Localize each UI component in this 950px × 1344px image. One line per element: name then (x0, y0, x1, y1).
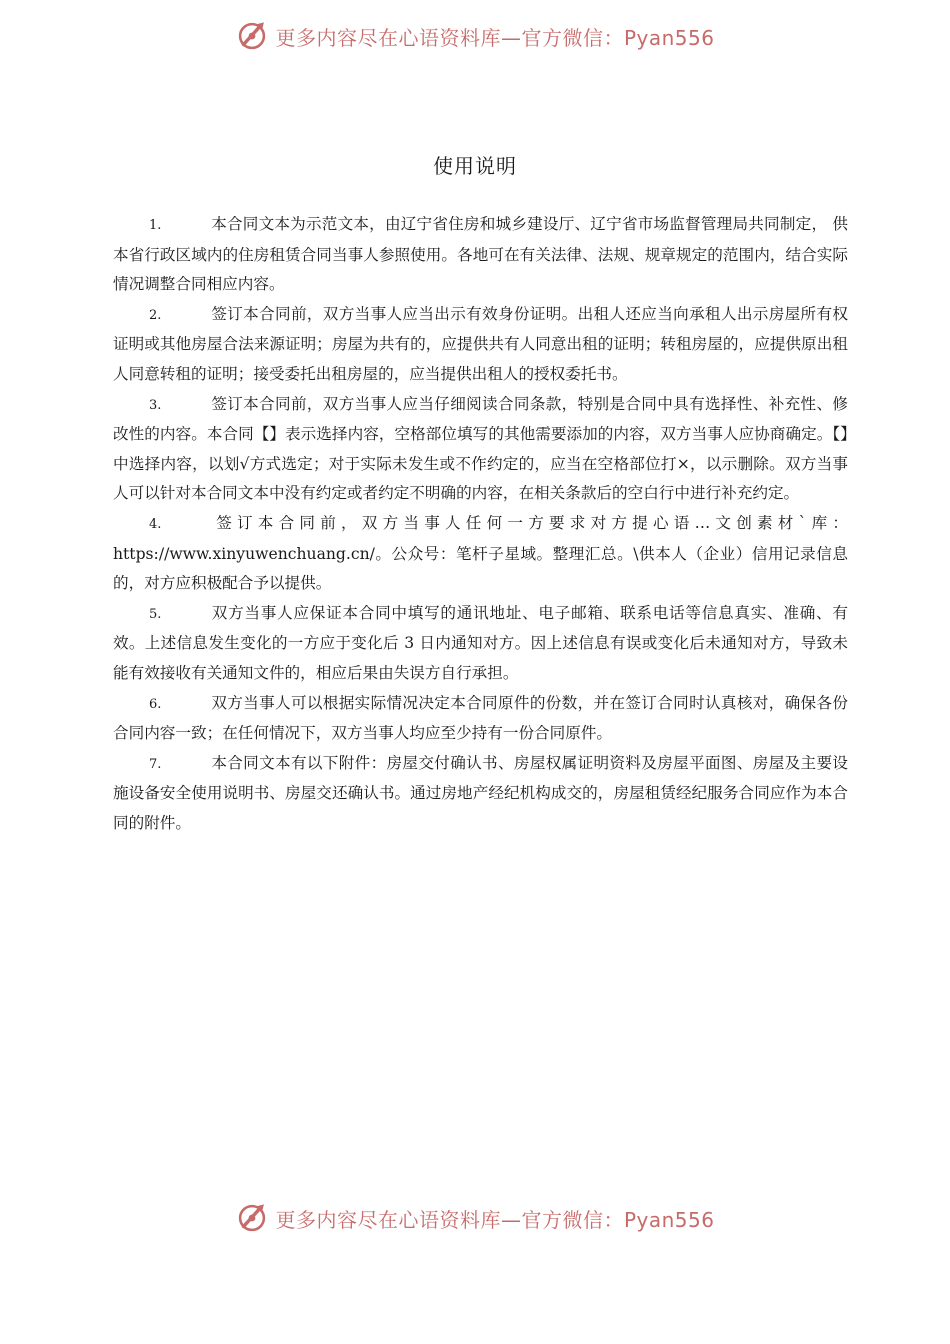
item-number: 3. (149, 397, 162, 413)
list-item (113, 210, 848, 300)
logo-icon (235, 19, 269, 53)
item-text: 本合同文本为示范文本，由辽宁省住房和城乡建设厅、辽宁省市场监督管理局共同制定， 供本省行政区域内的住房租赁合同当事人参照使用。各地可在有关法律、法规、规章规定的范围内，结合实际情况调整合同相应内容。 (113, 215, 848, 294)
item-text: 签订本合同前，双方当事人应当仔细阅读合同条款，特别是合同中具有选择性、补充性、修改性的内容。本合同【】表示选择内容，空格部位填写的其他需要添加的内容，双方当事人应协商确定。【】中选择内容，以划√方式选定；对于实际未发生或不作约定的，应当在空格部位打×，以示删除。双方当事人可以针对本合同文本中没有约定或者约定不明确的内容，在相关条款后的空白行中进行补充约定。 (113, 394, 848, 503)
item-number: 5. (149, 606, 162, 622)
item-text: 双方当事人可以根据实际情况决定本合同原件的份数，并在签订合同时认真核对，确保各份合同内容一致；在任何情况下，双方当事人均应至少持有一份合同原件。 (113, 693, 848, 743)
footer-banner (0, 1198, 950, 1238)
list-item (113, 390, 848, 509)
list-item (113, 749, 848, 839)
banner-text: 更多内容尽在心语资料库—官方微信：Pyan556 (275, 1207, 715, 1232)
document-body (113, 210, 848, 838)
item-text: 本合同文本有以下附件：房屋交付确认书、房屋权属证明资料及房屋平面图、房屋及主要设施设备安全使用说明书、房屋交还确认书。通过房地产经纪机构成交的，房屋租赁经纪服务合同应作为本合同的附件。 (113, 753, 848, 832)
item-number: 4. (149, 516, 162, 532)
item-text: 签订本合同前，双方当事人任何一方要求对方提心语…文创素材`库：https://www.xinyuwenchuang.cn/。公众号：笔杆子星域。整理汇总。\供本人（企业）信用记录信息的，对方应积极配合予以提供。 (113, 513, 848, 593)
banner-text: 更多内容尽在心语资料库—官方微信：Pyan556 (275, 25, 715, 50)
item-number: 2. (149, 307, 162, 323)
item-text: 签订本合同前，双方当事人应当出示有效身份证明。出租人还应当向承租人出示房屋所有权证明或其他房屋合法来源证明；房屋为共有的，应提供共有人同意出租的证明；转租房屋的，应提供原出租人同意转租的证明；接受委托出租房屋的，应当提供出租人的授权委托书。 (113, 304, 848, 383)
logo-icon (235, 1201, 269, 1235)
list-item (113, 599, 848, 689)
item-number: 6. (149, 696, 162, 712)
header-banner (0, 16, 950, 56)
item-text: 双方当事人应保证本合同中填写的通讯地址、电子邮箱、联系电话等信息真实、准确、有效。上述信息发生变化的一方应于变化后 3 日内通知对方。因上述信息有误或变化后未通知对方，导致未能有效接收有关通知文件的，相应后果由失误方自行承担。 (113, 603, 848, 682)
list-item (113, 300, 848, 390)
list-item (113, 509, 848, 599)
item-number: 7. (149, 756, 162, 772)
item-number: 1. (149, 218, 162, 233)
page-title: 使用说明 (433, 154, 517, 178)
list-item (113, 689, 848, 749)
